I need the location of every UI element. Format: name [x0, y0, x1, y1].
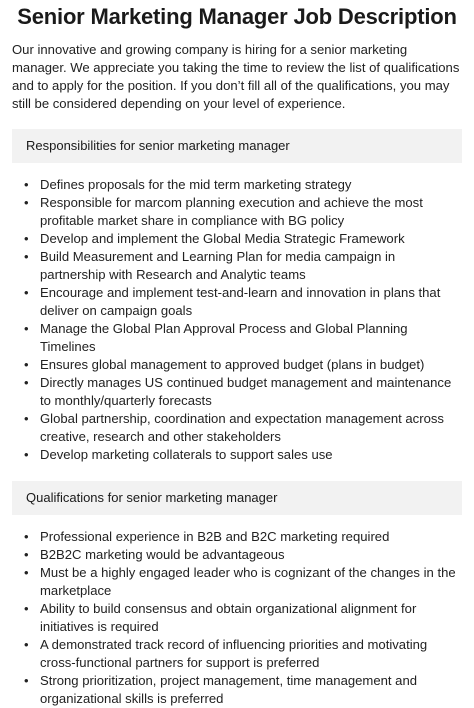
bullet-icon: • — [24, 375, 29, 390]
list-item: • A demonstrated track record of influencing priorities and motivating cross-functional partners for support is preferred — [24, 637, 428, 670]
bullet-icon: • — [24, 411, 29, 426]
bullet-icon: • — [24, 321, 29, 336]
bullet-icon: • — [24, 447, 29, 462]
list-item: • Strong prioritization, project management, time management and organizational skills is preferred — [24, 673, 418, 706]
list-item: • Professional experience in B2B and B2C marketing required — [24, 529, 390, 544]
list-item: • Directly manages US continued budget management and maintenance to monthly/quarterly forecasts — [24, 375, 452, 408]
list-item: • Ensures global management to approved budget (plans in budget) — [24, 357, 425, 372]
bullet-icon: • — [24, 285, 29, 300]
list-item: • Manage the Global Plan Approval Process and Global Planning Timelines — [24, 321, 408, 354]
bullet-icon: • — [24, 177, 29, 192]
bullet-icon: • — [24, 195, 29, 210]
bullet-icon: • — [24, 601, 29, 616]
page-title: Senior Marketing Manager Job Description — [17, 4, 457, 29]
list-item: • Must be a highly engaged leader who is cognizant of the changes in the marketplace — [24, 565, 456, 598]
bullet-icon: • — [24, 547, 29, 562]
bullet-icon: • — [24, 231, 29, 246]
responsibilities-list — [12, 176, 462, 464]
intro-paragraph: Our innovative and growing company is hiring for a senior marketing manager. We appreciate you taking the time to review the list of qualifications and to apply for the position. If you don’t fill all of the qualifications, you may still be considered depending on your level of experience. — [12, 42, 460, 111]
list-item: • Build Measurement and Learning Plan for media campaign in partnership with Research and Analytic teams — [24, 249, 396, 282]
bullet-icon: • — [24, 673, 29, 688]
list-item: • Ability to build consensus and obtain organizational alignment for initiatives is required — [24, 601, 417, 634]
bullet-icon: • — [24, 357, 29, 372]
list-item: • Develop and implement the Global Media Strategic Framework — [24, 231, 405, 246]
list-item: • B2B2C marketing would be advantageous — [24, 547, 285, 562]
bullet-icon: • — [24, 529, 29, 544]
qualifications-list — [12, 528, 462, 708]
list-item: • Global partnership, coordination and expectation management across creative, research and other stakeholders — [24, 411, 444, 444]
list-item: • Encourage and implement test-and-learn and innovation in plans that deliver on campaign goals — [24, 285, 441, 318]
list-item: • Responsible for marcom planning execution and achieve the most profitable market share in compliance with BG policy — [24, 195, 423, 228]
responsibilities-heading: Responsibilities for senior marketing manager — [12, 129, 462, 163]
list-item: • Defines proposals for the mid term marketing strategy — [24, 177, 352, 192]
bullet-icon: • — [24, 637, 29, 652]
qualifications-heading: Qualifications for senior marketing manager — [12, 481, 462, 515]
bullet-icon: • — [24, 565, 29, 580]
bullet-icon: • — [24, 249, 29, 264]
list-item: • Develop marketing collaterals to support sales use — [24, 447, 333, 462]
